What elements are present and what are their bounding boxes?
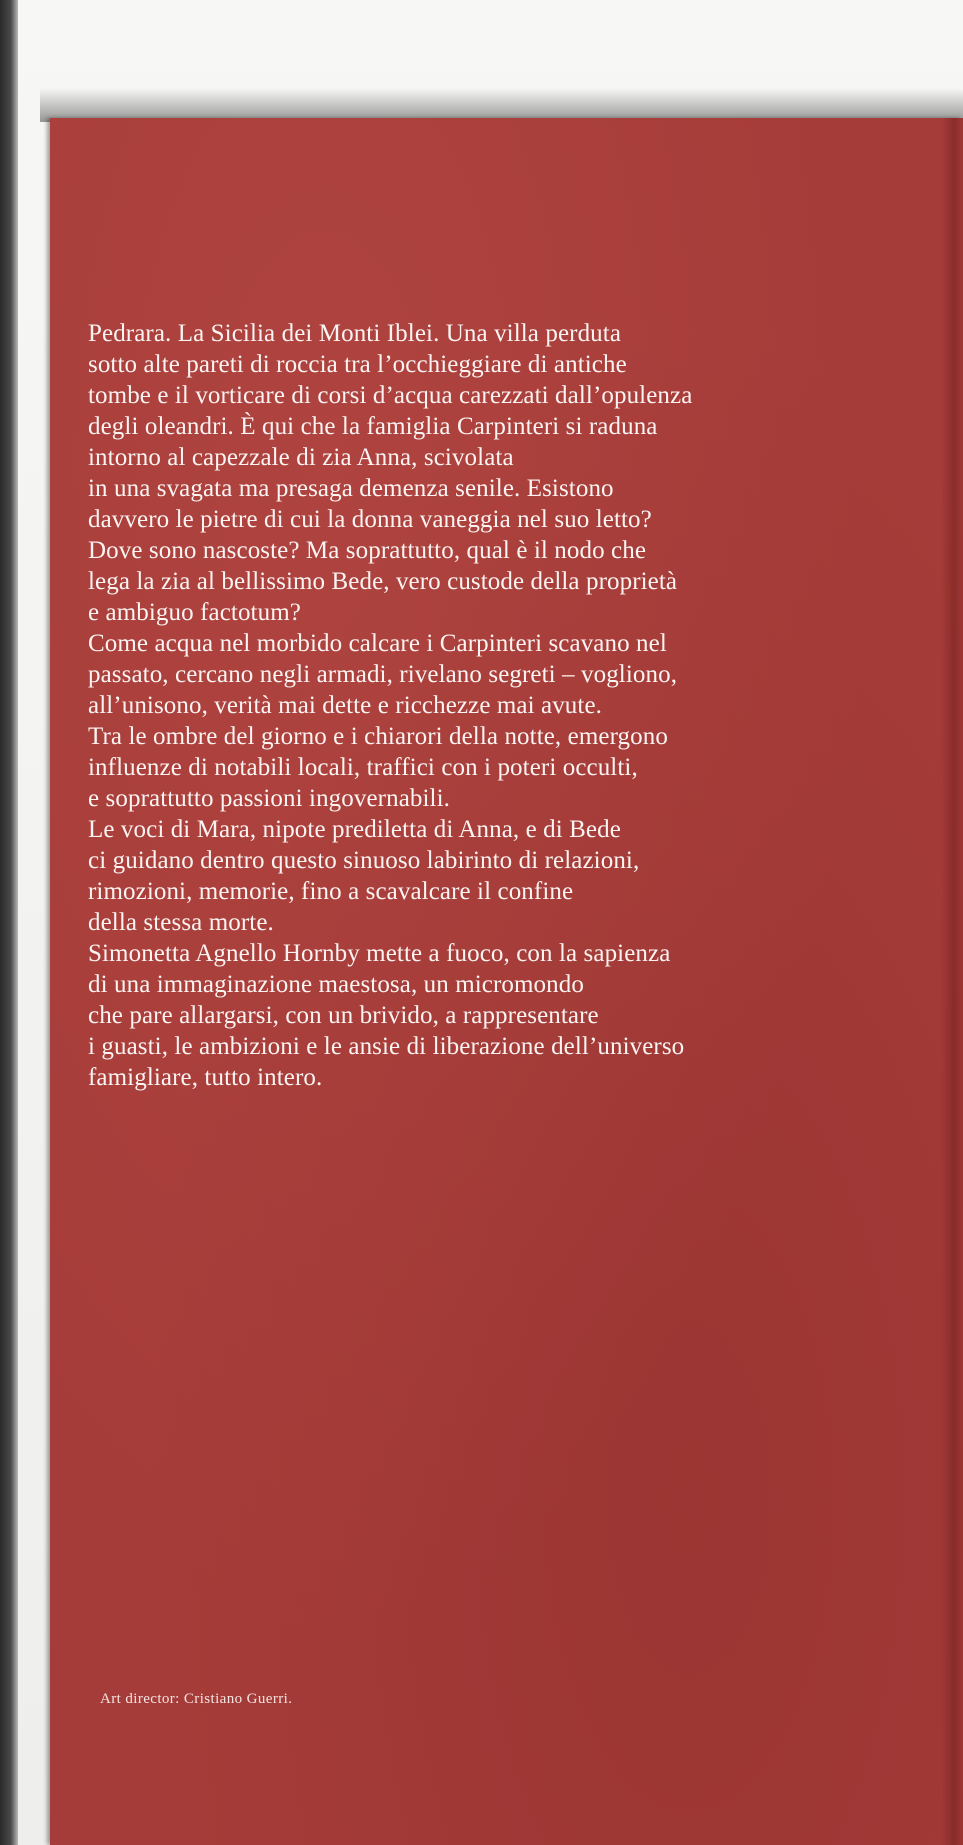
blurb-line: passato, cercano negli armadi, rivelano segreti – vogliono, — [88, 661, 678, 688]
blurb-line: della stessa morte. — [88, 909, 274, 936]
scanner-edge-shadow — [0, 0, 18, 1845]
blurb-line: Tra le ombre del giorno e i chiarori della notte, emergono — [88, 723, 668, 750]
blurb-line: all’unisono, verità mai dette e ricchezze mai avute. — [88, 692, 602, 719]
art-director-credit: Art director: Cristiano Guerri. — [100, 1691, 293, 1707]
blurb-line: famigliare, tutto intero. — [88, 1064, 323, 1091]
cover-blurb — [88, 318, 918, 1093]
blurb-line: ci guidano dentro questo sinuoso labirinto di relazioni, — [88, 847, 640, 874]
blurb-line: influenze di notabili locali, traffici con i poteri occulti, — [88, 754, 638, 781]
blurb-line: i guasti, le ambizioni e le ansie di liberazione dell’universo — [88, 1033, 685, 1060]
blurb-line: rimozioni, memorie, fino a scavalcare il confine — [88, 878, 574, 905]
blurb-line: davvero le pietre di cui la donna vaneggia nel suo letto? — [88, 506, 652, 533]
blurb-line: degli oleandri. È qui che la famiglia Carpinteri si raduna — [88, 413, 658, 440]
blurb-line: Come acqua nel morbido calcare i Carpinteri scavano nel — [88, 630, 667, 657]
blurb-line: di una immaginazione maestosa, un micromondo — [88, 971, 584, 998]
blurb-line: e soprattutto passioni ingovernabili. — [88, 785, 450, 812]
cover-fold — [941, 118, 963, 1845]
blurb-line: e ambiguo factotum? — [88, 599, 301, 626]
blurb-line: Pedrara. La Sicilia dei Monti Iblei. Una villa perduta — [88, 320, 622, 347]
blurb-line: lega la zia al bellissimo Bede, vero custode della proprietà — [88, 568, 678, 595]
blurb-line: sotto alte pareti di roccia tra l’occhieggiare di antiche — [88, 351, 627, 378]
blurb-line: tombe e il vorticare di corsi d’acqua carezzati dall’opulenza — [88, 382, 693, 409]
blurb-line: Dove sono nascoste? Ma soprattutto, qual è il nodo che — [88, 537, 647, 564]
cover-top-shadow — [40, 88, 963, 122]
blurb-line: Simonetta Agnello Hornby mette a fuoco, con la sapienza — [88, 940, 671, 967]
blurb-line: Le voci di Mara, nipote prediletta di Anna, e di Bede — [88, 816, 621, 843]
blurb-line: intorno al capezzale di zia Anna, scivolata — [88, 444, 514, 471]
blurb-line: in una svagata ma presaga demenza senile. Esistono — [88, 475, 614, 502]
blurb-line: che pare allargarsi, con un brivido, a rappresentare — [88, 1002, 599, 1029]
